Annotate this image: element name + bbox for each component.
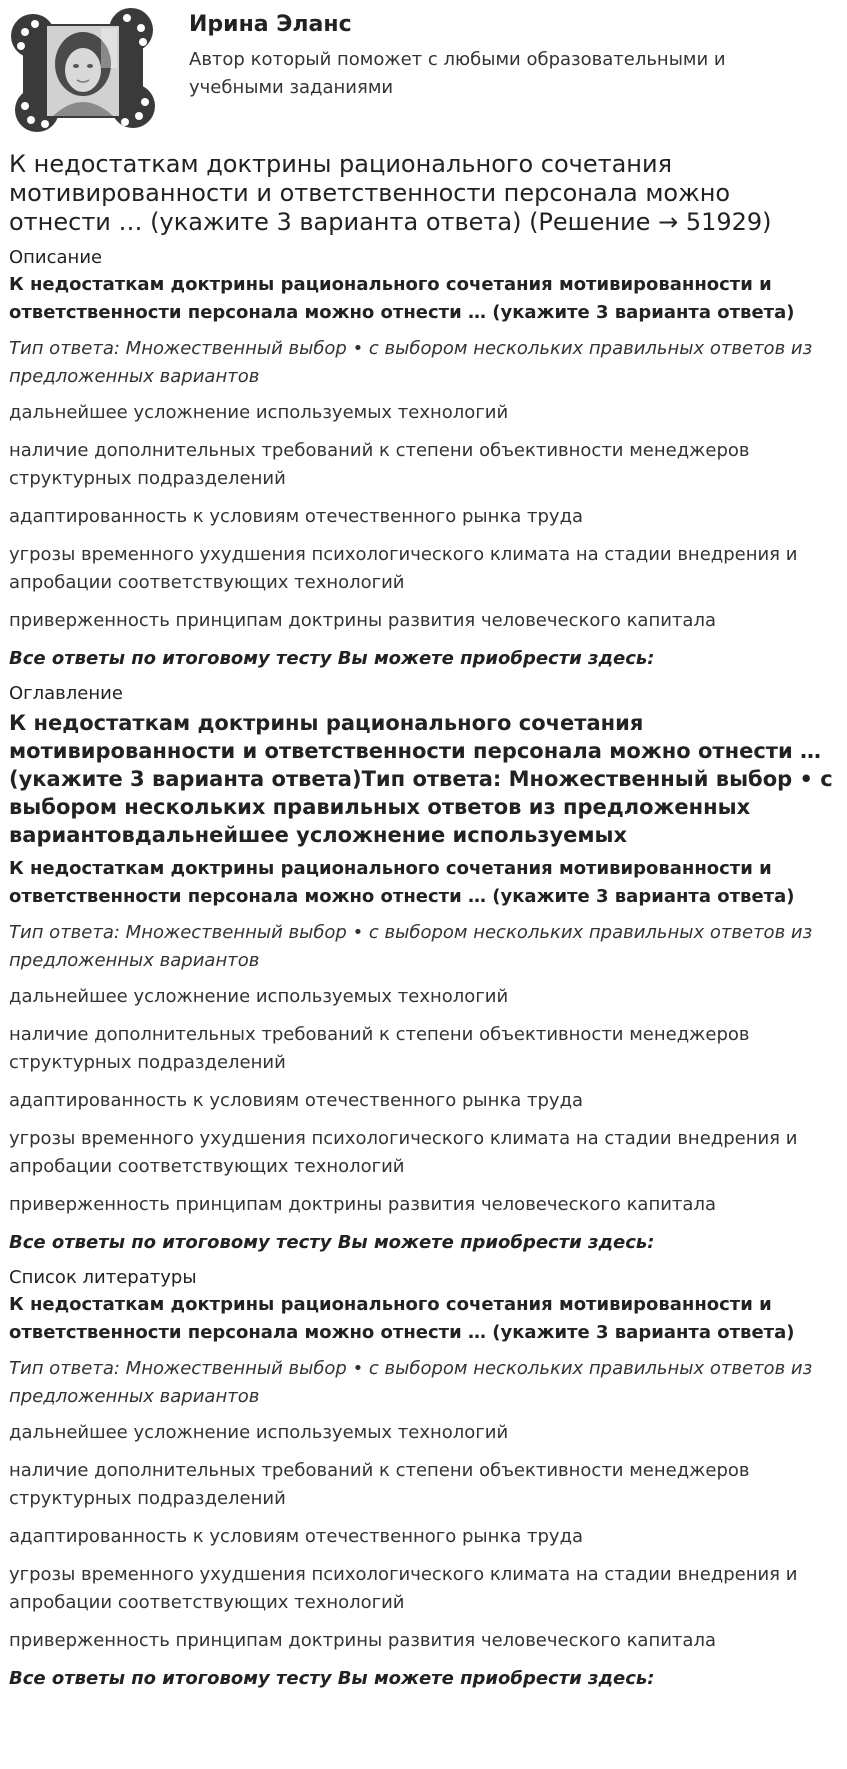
- answer-option: угрозы временного ухудшения психологического климата на стадии внедрения и апробации соответствующих технологий: [9, 544, 798, 593]
- question-text: К недостаткам доктрины рационального сочетания мотивированности и ответственности персонала можно отнести … (укажите 3 варианта ответа): [9, 1294, 795, 1343]
- answer-type: Тип ответа: Множественный выбор • с выбором нескольких правильных ответов из предложенных вариантов: [9, 922, 813, 971]
- question-text: К недостаткам доктрины рационального сочетания мотивированности и ответственности персонала можно отнести … (укажите 3 варианта ответа): [9, 274, 795, 323]
- answer-option: приверженность принципам доктрины развития человеческого капитала: [9, 610, 716, 631]
- page-title: К недостаткам доктрины рационального сочетания мотивированности и ответственности персонала можно отнести … (укажите 3 варианта ответа) (Решение → 51929): [9, 150, 772, 236]
- answer-option: дальнейшее усложнение используемых технологий: [9, 1422, 509, 1443]
- answer-option: адаптированность к условиям отечественного рынка труда: [9, 1090, 584, 1111]
- author-info: [189, 0, 779, 102]
- answer-type: Тип ответа: Множественный выбор • с выбором нескольких правильных ответов из предложенных вариантов: [9, 338, 813, 387]
- purchase-note: Все ответы по итоговому тесту Вы можете приобрести здесь:: [9, 648, 655, 669]
- author-card: [9, 0, 838, 138]
- answer-option: угрозы временного ухудшения психологического климата на стадии внедрения и апробации соответствующих технологий: [9, 1128, 798, 1177]
- answer-option: наличие дополнительных требований к степени объективности менеджеров структурных подразделений: [9, 1024, 750, 1073]
- author-name[interactable]: Ирина Эланс: [189, 12, 352, 37]
- answer-option: наличие дополнительных требований к степени объективности менеджеров структурных подразделений: [9, 1460, 750, 1509]
- answer-type: Тип ответа: Множественный выбор • с выбором нескольких правильных ответов из предложенных вариантов: [9, 1358, 813, 1407]
- purchase-note: Все ответы по итоговому тесту Вы можете приобрести здесь:: [9, 1232, 655, 1253]
- answer-option: угрозы временного ухудшения психологического климата на стадии внедрения и апробации соответствующих технологий: [9, 1564, 798, 1613]
- toc-heading: К недостаткам доктрины рационального сочетания мотивированности и ответственности персонала можно отнести … (укажите 3 варианта ответа)Тип ответа: Множественный выбор • с выбором нескольких правильных ответов из предложенных вариантовдальнейшее усложнение используемых: [9, 711, 833, 847]
- author-description: Автор который поможет с любыми образовательными и учебными заданиями: [189, 49, 726, 98]
- answer-option: дальнейшее усложнение используемых технологий: [9, 402, 509, 423]
- answer-option: дальнейшее усложнение используемых технологий: [9, 986, 509, 1007]
- answer-option: адаптированность к условиям отечественного рынка труда: [9, 1526, 584, 1547]
- section-label-toc: Оглавление: [9, 683, 123, 704]
- answer-option: приверженность принципам доктрины развития человеческого капитала: [9, 1630, 716, 1651]
- answer-option: адаптированность к условиям отечественного рынка труда: [9, 506, 584, 527]
- answer-option: приверженность принципам доктрины развития человеческого капитала: [9, 1194, 716, 1215]
- purchase-note: Все ответы по итоговому тесту Вы можете приобрести здесь:: [9, 1668, 655, 1689]
- section-label-literature: Список литературы: [9, 1267, 197, 1288]
- description-section: [9, 245, 838, 673]
- toc-section: [9, 681, 838, 1257]
- section-label-description: Описание: [9, 247, 103, 268]
- question-text: К недостаткам доктрины рационального сочетания мотивированности и ответственности персонала можно отнести … (укажите 3 варианта ответа): [9, 858, 795, 907]
- literature-section: [9, 1265, 838, 1693]
- answer-option: наличие дополнительных требований к степени объективности менеджеров структурных подразделений: [9, 440, 750, 489]
- author-avatar: [9, 6, 157, 134]
